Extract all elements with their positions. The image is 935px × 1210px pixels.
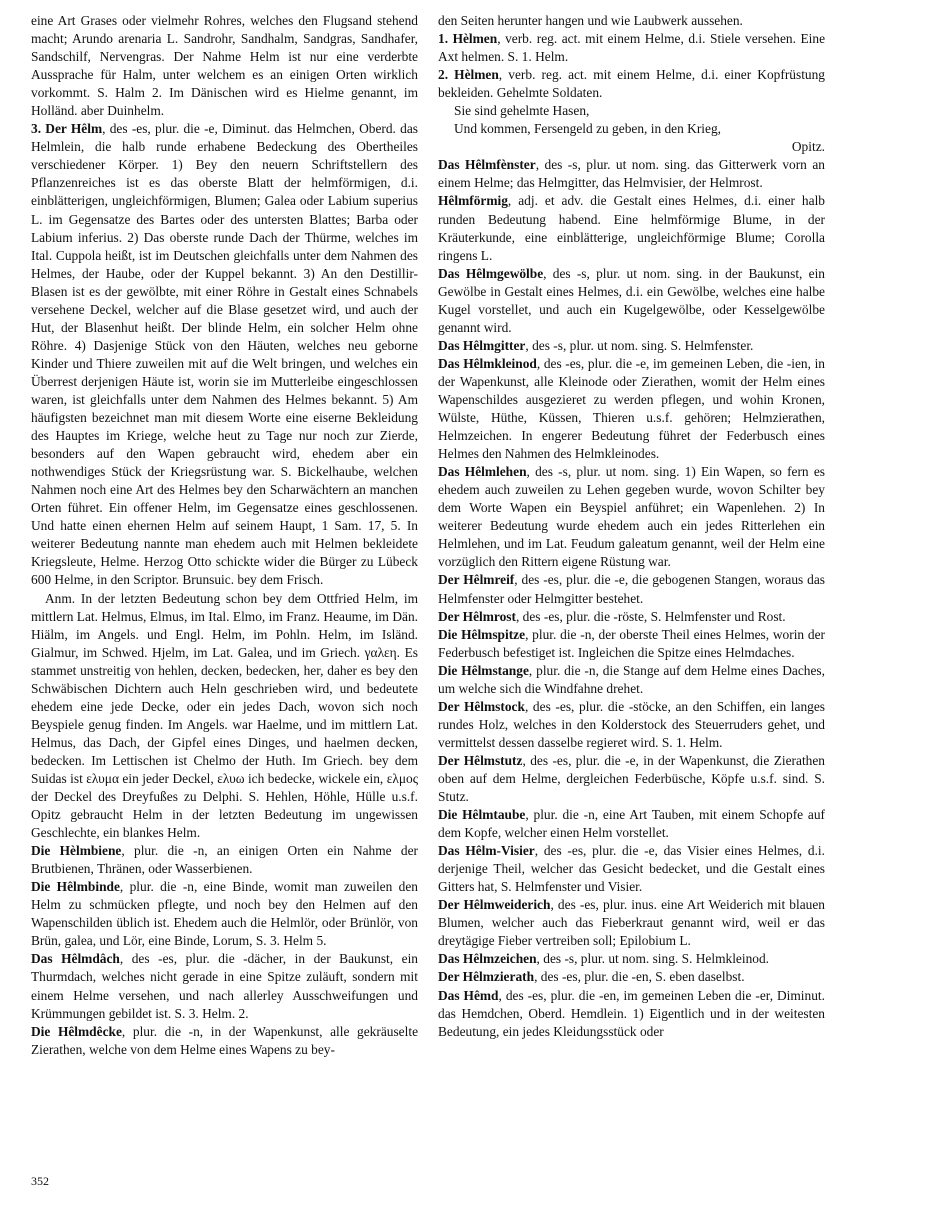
headword: Der Hêlmzierath [438, 969, 535, 985]
headword: 1. Hèlmen [438, 31, 498, 47]
entry-body: , des -es, plur. die -en, im gemeinen Leben die -er, Diminut. das Hemdchen, Oberd. Hemdlein. 1) Eigentlich und in der weitesten Bedeutung, ein jedes Kleidungsstück oder [438, 987, 825, 1039]
entry-helm-visier [438, 842, 825, 896]
entry-body: , plur. die -n, der oberste Theil eines Helmes, worin der Federbusch befestiget ist. Ingleichen die Spitze eines Helmdaches. [438, 626, 825, 660]
headword: Das Hêlmdâch [31, 951, 120, 967]
entry-helmgitter [438, 337, 825, 355]
headword: Hêlmförmig [438, 193, 508, 209]
entry-helmbinde [31, 878, 418, 950]
entry-body: , plur. die -n, in der Wapenkunst, alle gekräuselte Zierathen, welche von dem Helme eines Wapens zu bey- [31, 1023, 419, 1057]
entry-body: , verb. reg. act. mit einem Helme, d.i. einer Kopfrüstung bekleiden. Gehelmte Soldaten. [438, 67, 825, 101]
headword: Der Hêlmrost [438, 608, 516, 624]
entry-helmfenster [438, 156, 825, 192]
entry-body: , des -es, plur. die -stöcke, an den Schiffen, ein langes rundes Holz, welches in den Kolderstock des Steuerruders gehet, und vermittelst dessen dasselbe regieret wird. S. 1. Helm. [438, 698, 826, 750]
headword: Die Hêlmstange [438, 662, 529, 678]
headword: Das Hêlmlehen [438, 464, 527, 480]
entry-helm-annotation: Anm. In der letzten Bedeutung schon bey dem Ottfried Helm, im mittlern Lat. Helmus, Elmus, im Ital. Elmo, im Franz. Heaume, im Dän. Hiälm, im Angels. und Engl. Helm, im Pohln. Helm, im Isländ. Gialmur, im Schwed. Hjelm, im Lat. Galea, und im Griech. γαλεη. Es stammet unstreitig von hehlen, decken, bedecken, her, daher es bey den Schwäbischen Dichtern auch Heln geschrieben wird, und bedeutete ehedem eine jede Decke, oder ein jedes Dach, wovon sich noch Beyspiele genug finden. Im Angels. war Haelme, und im mittlern Lat. Helmus, das Dach, der Gipfel eines Dinges, und haelmen decken, bedecken. Im Lettischen ist Chelmo der Huth. Im Griech. bey dem Suidas ist ελυμα ein jeder Deckel, ελυω ich bedecke, wickele ein, ελμος der Deckel des Dreyfußes zu Delphi. S. Hehlen, Höhle, Hülle u.s.f. Opitz gebraucht Helm in der letzten Bedeutung im ungewissen Geschlechte, ein blankes Helm. [31, 590, 418, 841]
entry-body: , des -es, plur. die -e, Diminut. das Helmchen, Oberd. das Helmlein, die halb runde erhabene Bedeckung des Obertheiles verschiedener Körper. 1) Bey den neuern Schriftstellern des Pflanzenreiches ist es das oberste Blatt der helmförmigen, d.i. einblätterigen, ungleichförmigen, Blumen; Galea oder Labium superius L. im Gegensatze des Bartes oder des untersten Blattes; Barba oder Labium inferius. 2) Das oberste runde Dach der Thürme, welches im Ital. Cuppola heißt, ist im Deutschen gleichfalls unter dem Nahmen des Helmes, der Haube, oder der Kuppel bekannt. 3) An den Destillir-Blasen ist es der gewölbte, mit einer Röhre in Gestalt eines Schnabels versehene Deckel, welcher auf die Blase gesetzet wird, und auch der Hut, der Blasenhut heißt. Der blinde Helm, ein solcher Helm ohne Röhre. 4) Dasjenige Stück von den Häuten, welches neu geborne Kinder und Thiere zuweilen mit auf die Welt bringen, und welches ein Überrest derjenigen Häute ist, worin sie im Mutterleibe eingeschlossen waren, ist gleichfalls unter dem Nahmen des Helmes bekannt. 5) Am häufigsten bezeichnet man mit diesem Worte eine eiserne Bekleidung des Hauptes im Kriege, welche heut zu Tage nur noch zur Zierde, besonders auf den Wapen gebraucht wird, ehedem aber ein nothwendiges Stück der Kriegsrüstung war. S. Bickelhaube, welchen Nahmen noch eine Art des Helmes bey den Scharwächtern an manchen Orten führet. Ein offener Helm, im Gegensatze eines geschlossenen. Und hatte einen ehernen Helm auf seinem Haupt, 1 Sam. 17, 5. In weiterer Bedeutung nannte man ehedem auch mit Helmen bekleidete Kriegsleute, Helme. Herzog Otto schickte wider die Bürger zu Lübeck 600 Helme, in den Scriptor. Brunsuic. bey dem Frisch. [31, 121, 418, 588]
entry-body: , des -s, plur. ut nom. sing. in der Baukunst, ein Gewölbe in Gestalt eines Helmes, d.i. ein Gewölbe, welches eine halbe Kugel vorstellet, und auch ein Kugelgewölbe, oder Kesselgewölbe genannt wird. [438, 265, 825, 335]
headword: 3. Der Hêlm [31, 121, 103, 137]
entry-helmzeichen [438, 950, 825, 968]
entry-body: , des -es, plur. die -e, in der Wapenkunst, die Zierathen oben auf dem Helme, dergleichen Federbüsche, Köpfe u.s.f. sind. S. Stutz. [438, 752, 825, 805]
entry-helmstutz [438, 752, 825, 806]
headword: Der Hêlmstock [438, 698, 525, 714]
entry-body: , plur. die -n, die Stange auf dem Helme eines Daches, um welche sich die Windfahne drehet. [438, 662, 825, 696]
entry-body: , des -es, plur. die -en, S. eben daselbst. [534, 969, 745, 985]
headword: Der Hêlmstutz [438, 752, 523, 768]
entry-body: , plur. die -n, an einigen Orten ein Nahme der Brutbienen, Thränen, oder Wasserbienen. [31, 843, 418, 877]
headword: Das Hêlmfènster [438, 157, 536, 173]
headword: Der Hêlmreif [438, 572, 515, 588]
entry-helmtaube [438, 806, 825, 842]
page-number: 352 [31, 1174, 49, 1188]
headword: Der Hêlmweiderich [438, 897, 551, 913]
entry-helm-3 [31, 120, 418, 589]
entry-helm-2-continuation: eine Art Grases oder vielmehr Rohres, welches den Flugsand stehend macht; Arundo arenaria L. Sandrohr, Sandhalm, Sandgras, Sandhafer, Sandschilf, Nervengras. Der Nahme Helm ist nur eine verderbte Aussprache für Halm, unter welchem es an einigen Orten wirklich vorkommt. S. Halm 2. Im Dänischen wird es Hielme genannt, im Holländ. aber Duinhelm. [31, 13, 418, 119]
entry-helmweiderich [438, 896, 825, 950]
headword: Das Hêlmgitter [438, 337, 526, 353]
entry-body: , verb. reg. act. mit einem Helme, d.i. Stiele versehen. Eine Axt helmen. S. 1. Helm. [438, 31, 826, 65]
entry-helmfoermig [438, 192, 825, 264]
headword: Das Hêlm-Visier [438, 843, 535, 859]
headword: Das Hêlmzeichen [438, 951, 537, 967]
verse-line: Und kommen, Fersengeld zu geben, in den Krieg, [454, 121, 722, 137]
entry-body: , plur. die -n, eine Binde, womit man zuweilen den Helm zu schmücken pflegte, und noch bey den Helmen auf den Wapenschilden üblich ist. Ehedem auch die Helmlör, oder Brünlör, von Brün, galea, und Lör, eine Binde, Lorum, S. 3. Helm 5. [31, 879, 418, 949]
entry-helmen-2 [438, 66, 825, 102]
headword: Die Hêlmdêcke [31, 1023, 122, 1039]
entry-helmdecke [31, 1023, 418, 1059]
headword: 2. Hèlmen [438, 67, 499, 83]
entry-body: , des -s, plur. ut nom. sing. das Gitterwerk vorn an einem Helme; das Helmgitter, das Helmvisier, der Helmrost. [438, 157, 825, 191]
entry-body: , des -s, plur. ut nom. sing. S. Helmkleinod. [536, 951, 770, 967]
entry-helmstange [438, 662, 825, 698]
left-column [31, 12, 418, 1059]
entry-body: , des -es, plur. die -e, das Visier eines Helmes, d.i. derjenige Theil, welcher das Gesicht bedecket, und die Gestalt eines Gitters hat, S. Helmfenster und Visier. [438, 843, 825, 895]
entry-helmzierath [438, 968, 825, 986]
entry-helmbiene [31, 842, 418, 878]
entry-helmdecke-continuation: den Seiten herunter hangen und wie Laubwerk aussehen. [438, 13, 743, 28]
entry-body: , adj. et adv. die Gestalt eines Helmes, d.i. einer halb runden Bedeutung habend. Eine helmförmige Blume, in der Kräuterkunde, eine einblätterige, ungleichförmige Blume; Corolla ringens L. [438, 193, 825, 263]
entry-helmrost [438, 608, 825, 626]
headword: Die Hêlmbinde [31, 879, 120, 895]
headword: Die Hèlmbiene [31, 843, 122, 859]
headword: Die Hêlmspitze [438, 626, 526, 642]
entry-hemd [438, 987, 825, 1041]
entry-body: , plur. die -n, eine Art Tauben, mit einem Schopfe auf dem Kopfe, welcher einen Helm vorstellet. [438, 807, 825, 841]
entry-body: , des -es, plur. die -röste, S. Helmfenster und Rost. [515, 608, 786, 624]
verse-author: Opitz. [791, 139, 825, 155]
headword: Das Hêlmkleinod [438, 355, 537, 371]
headword: Das Hêlmgewölbe [438, 265, 544, 281]
right-column [438, 12, 825, 1041]
entry-helmspitze [438, 626, 825, 662]
entry-helmreif [438, 571, 825, 607]
entry-helmdach [31, 950, 418, 1022]
entry-helmkleinod [438, 355, 825, 463]
entry-helmstock [438, 698, 825, 752]
verse-line: Sie sind gehelmte Hasen, [454, 103, 590, 119]
entry-helmen-1 [438, 30, 825, 66]
entry-body: , des -es, plur. die -dächer, in der Baukunst, ein Thurmdach, welches nicht gerade in eine Spitze zuläuft, sondern mit einem Helme versehen, und nach allerley Ausschweifungen und Krümmungen gebildet ist. S. 3. Helm. 2. [31, 951, 418, 1021]
entry-body: , des -s, plur. ut nom. sing. S. Helmfenster. [525, 337, 754, 353]
entry-body: , des -s, plur. ut nom. sing. 1) Ein Wapen, so fern es ehedem auch zuweilen zu Lehen gegeben wurde, wovon Schilter bey dem Worte Wapen ein Beyspiel anführet; ein Wapenlehen. 2) In weiterer Bedeutung wurde ehedem auch ein jedes Ritterlehen ein Helmlehen, und im Lat. Feudum galeatum genannt, weil der Helm eine vorzüglich den Rittern eigene Rüstung war. [438, 464, 825, 570]
entry-body: , des -es, plur. die -e, die gebogenen Stangen, woraus das Helmfenster oder Helmgitter bestehet. [438, 572, 825, 606]
entry-helmlehen [438, 463, 825, 571]
headword: Die Hêlmtaube [438, 807, 526, 823]
entry-helmgewoelbe [438, 265, 825, 337]
entry-body: , des -es, plur. die -e, im gemeinen Leben, die -ien, in der Wapenkunst, alle Kleinode oder Zierathen, womit der Helm eines Wapenschildes ausgezieret zu werden pflegen, und wohin Kronen, Wülste, Hüthe, Küssen, Thieren u.s.f. gehören; Helmzierathen, Helmzeichen. In engerer Bedeutung führet der Federbusch eines Helmes den Nahmen des Helmkleinodes. [438, 355, 825, 462]
headword: Das Hêmd [438, 987, 499, 1003]
entry-body: , des -es, plur. inus. eine Art Weiderich mit blauen Blumen, welcher auch das Fieberkraut genannt wird, weil er das dreytägige Fieber vertreiben soll; Epilobium L. [438, 897, 825, 949]
